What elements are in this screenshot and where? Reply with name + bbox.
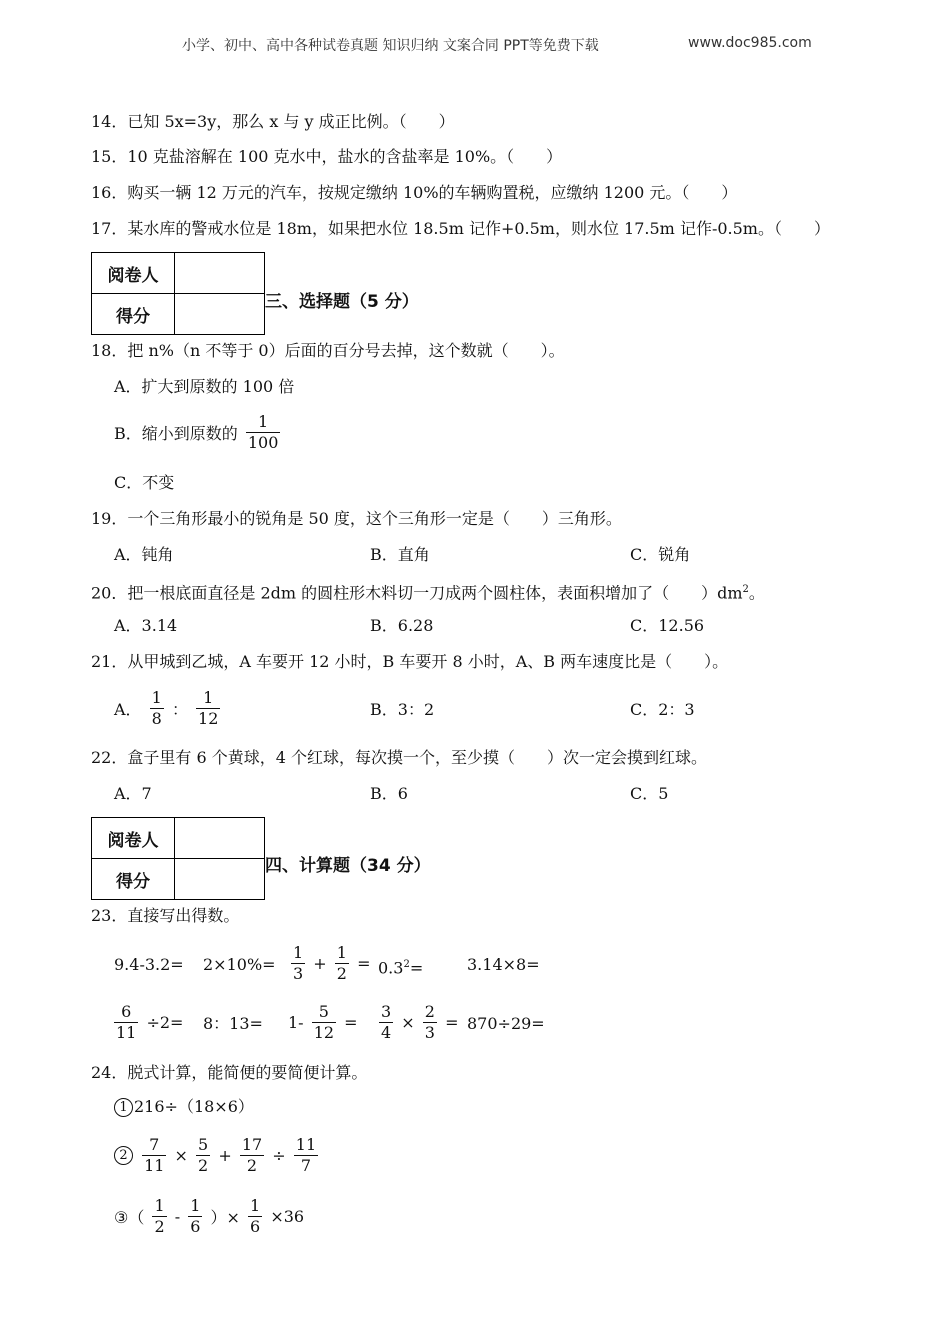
fraction: $\frac{6}{11}$	[116, 1002, 137, 1042]
q20-option-a: A．3.14	[114, 616, 178, 635]
section-4-title: 四、计算题（34 分）	[265, 856, 431, 876]
fraction: $\frac{7}{11}$	[144, 1135, 165, 1175]
q18-option-b	[114, 412, 283, 453]
calc-item: 8：13=	[203, 1014, 263, 1033]
q22-option-a: A．7	[114, 784, 152, 803]
question-14: 14．已知 5x=3y，那么 x 与 y 成正比例。（ ）	[91, 112, 455, 131]
header-left-text: 小学、初中、高中各种试卷真题 知识归纳 文案合同 PPT等免费下载	[182, 38, 599, 54]
header-website: www.doc985.com	[688, 35, 812, 51]
q21-option-a	[114, 688, 223, 729]
q20-stem: 20．把一根底面直径是 2dm 的圆柱形木料切一刀成两个圆柱体，表面积增加了（ ）dm	[91, 583, 743, 603]
q20-superscript: 2	[742, 584, 749, 595]
question-22: 22．盒子里有 6 个黄球，4 个红球，每次摸一个，至少摸（ ）次一定会摸到红球。	[91, 748, 707, 767]
calc-item: 3.14×8=	[467, 955, 540, 974]
q21-option-a-label: A．	[114, 700, 142, 719]
expression-1: 1 216÷（18×6）	[114, 1097, 254, 1117]
q21-option-b: B．3：2	[370, 700, 435, 719]
calc-item: $\frac{6}{11}$ ÷2=	[116, 1002, 184, 1042]
equals: =	[357, 954, 371, 973]
score-box-section-4	[91, 817, 265, 900]
score-cell	[175, 294, 265, 335]
calc-item: $\frac{3}{4}$ × $\frac{2}{3}$ =	[381, 1002, 459, 1042]
section-3-title: 三、选择题（5 分）	[265, 292, 419, 312]
question-17: 17．某水库的警戒水位是 18m，如果把水位 18.5m 记作+0.5m，则水位 17.5m 记作-0.5m。（ ）	[91, 219, 830, 238]
q20-option-b: B．6.28	[370, 616, 434, 635]
question-19: 19．一个三角形最小的锐角是 50 度，这个三角形一定是（ ）三角形。	[91, 509, 622, 528]
q21-option-c: C．2：3	[630, 700, 695, 719]
fraction: $\frac{11}{7}$	[295, 1135, 317, 1175]
question-24: 24．脱式计算，能简便的要简便计算。	[91, 1063, 368, 1082]
calc-item: 870÷29=	[467, 1014, 545, 1033]
fraction: $\frac{1}{3}$	[293, 943, 304, 983]
calc-item: 2×10%=	[203, 955, 276, 974]
calc-item: 1- $\frac{5}{12}$ =	[288, 1002, 358, 1042]
fraction: $\frac{1}{100}$	[247, 412, 279, 452]
reviewer-cell	[175, 818, 265, 859]
fraction: $\frac{1}{2}$	[154, 1196, 165, 1236]
question-21: 21．从甲城到乙城，A 车要开 12 小时，B 车要开 8 小时，A、B 两车速度比是（ ）。	[91, 652, 729, 671]
expression-2: 2 $\frac{7}{11}$ × $\frac{5}{2}$ + $\frac{17}{2}$ ÷ $\frac{11}{7}$	[114, 1135, 321, 1176]
fraction: $\frac{1}{6}$	[250, 1196, 261, 1236]
fraction: $\frac{2}{3}$	[424, 1002, 435, 1042]
question-23: 23．直接写出得数。	[91, 906, 240, 925]
q20-end: 。	[748, 583, 765, 603]
expression-3: ③（ $\frac{1}{2}$ - $\frac{1}{6}$ ）× $\frac{1}{6}$ ×36	[114, 1196, 305, 1236]
reviewer-cell	[175, 253, 265, 294]
reviewer-label: 阅卷人	[92, 253, 175, 294]
fraction: $\frac{1}{6}$	[190, 1196, 201, 1236]
score-label: 得分	[92, 859, 175, 900]
calc-item: $0.3^2=$	[378, 958, 424, 978]
q20-option-c: C．12.56	[630, 616, 705, 635]
fraction: $\frac{5}{2}$	[198, 1135, 209, 1175]
fraction: $\frac{17}{2}$	[241, 1135, 263, 1175]
ratio-colon: ：	[171, 700, 188, 719]
calc-item	[288, 943, 370, 984]
q18-option-c: C．不变	[114, 473, 175, 492]
question-16: 16．购买一辆 12 万元的汽车，按规定缴纳 10%的车辆购置税，应缴纳 1200 元。（ ）	[91, 183, 738, 202]
circled-number: 2	[114, 1146, 133, 1165]
fraction: $\frac{5}{12}$	[313, 1002, 335, 1042]
circled-number: 1	[114, 1098, 133, 1117]
q19-option-a: A．钝角	[114, 545, 174, 564]
question-18: 18．把 n%（n 不等于 0）后面的百分号去掉，这个数就（ ）。	[91, 341, 565, 360]
score-cell	[175, 859, 265, 900]
fraction: $\frac{1}{2}$	[336, 943, 347, 983]
score-label: 得分	[92, 294, 175, 335]
operator: +	[313, 954, 327, 973]
reviewer-label: 阅卷人	[92, 818, 175, 859]
score-box-section-3	[91, 252, 265, 335]
fraction: $\frac{1}{12}$	[198, 688, 219, 728]
q19-option-b: B．直角	[370, 545, 430, 564]
q18-option-b-text: B．缩小到原数的	[114, 424, 238, 443]
fraction: $\frac{1}{8}$	[151, 688, 162, 728]
question-20	[91, 580, 765, 603]
q18-option-a: A．扩大到原数的 100 倍	[114, 377, 295, 396]
q22-option-b: B．6	[370, 784, 408, 803]
q22-option-c: C．5	[630, 784, 669, 803]
q19-option-c: C．锐角	[630, 545, 691, 564]
question-15: 15．10 克盐溶解在 100 克水中，盐水的含盐率是 10%。（ ）	[91, 147, 563, 166]
fraction: $\frac{3}{4}$	[381, 1002, 392, 1042]
calc-item: 9.4-3.2=	[114, 955, 184, 974]
